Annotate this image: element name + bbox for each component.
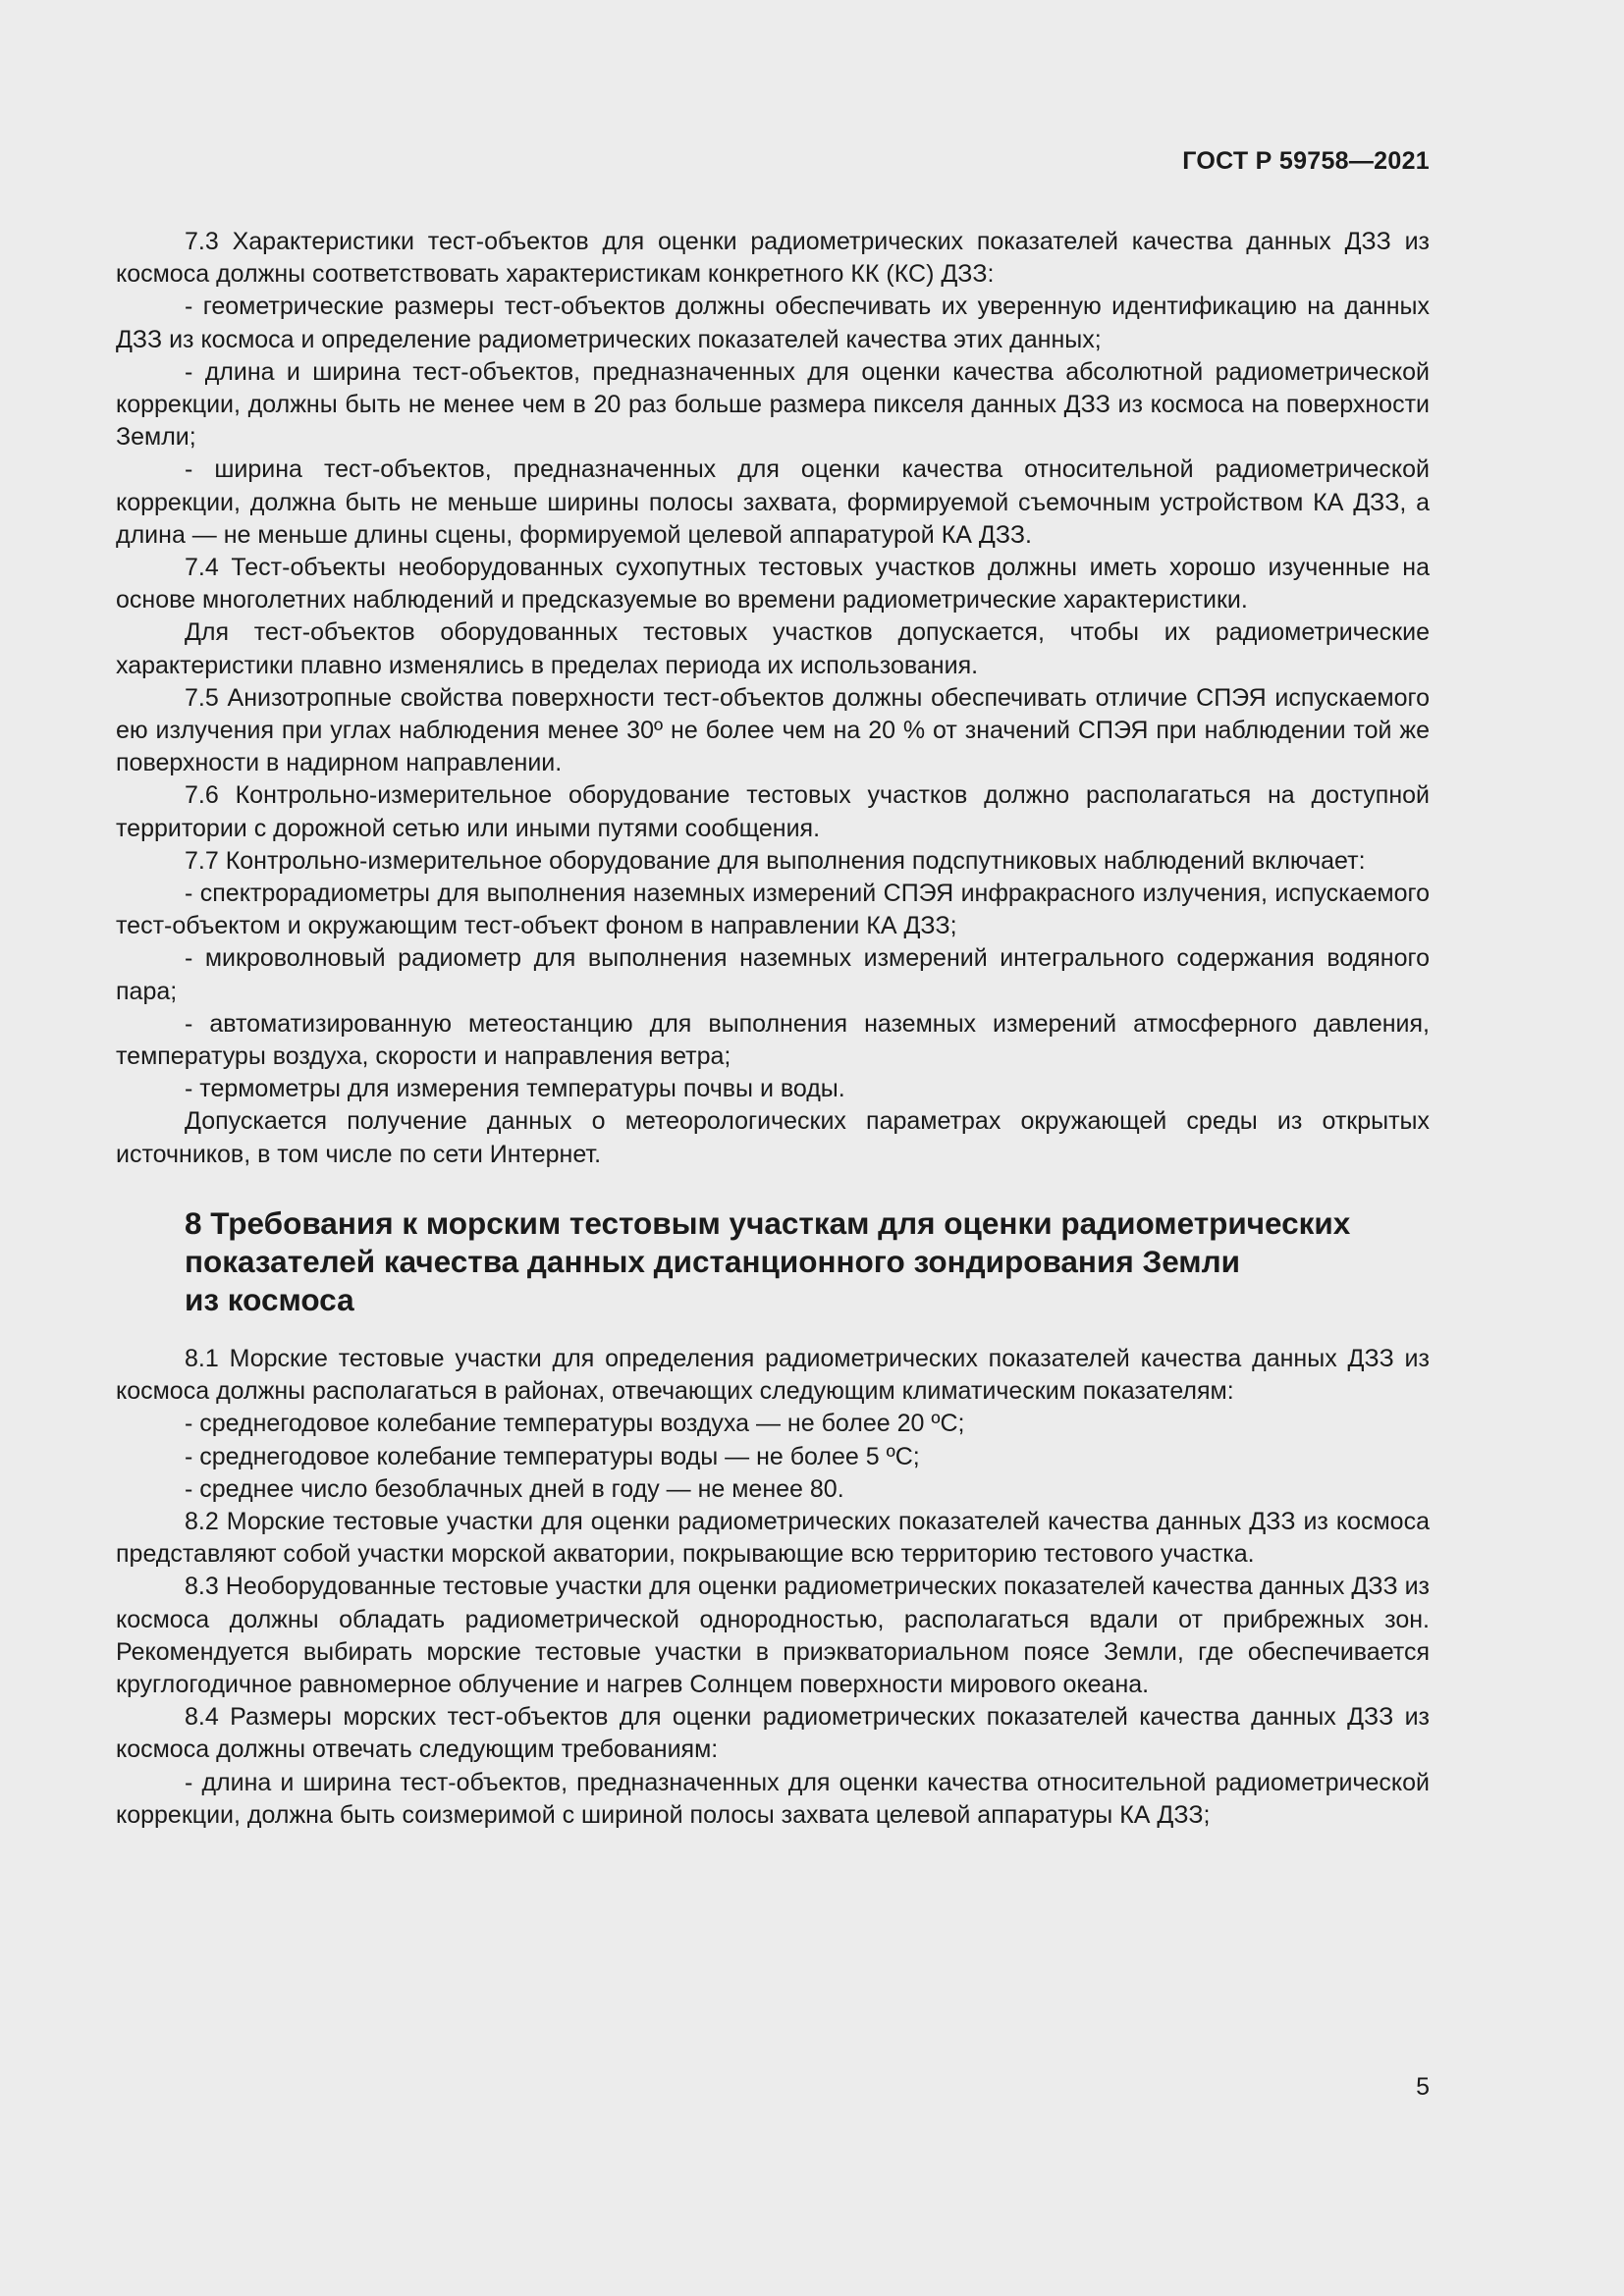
list-item-absolute-correction: - длина и ширина тест-объектов, предназначенных для оценки качества абсолютной радиометрической коррекции, должны быть не менее чем в 20 раз больше размера пикселя данных ДЗЗ из космоса на поверхности Земли; [116, 357, 1430, 452]
list-item-weather-station: - автоматизированную метеостанцию для выполнения наземных измерений атмосферного давления, температуры воздуха, скорости и направления ветра; [116, 1009, 1430, 1071]
list-item-spectroradiometers: - спектрорадиометры для выполнения наземных измерений СПЭЯ инфракрасного излучения, испускаемого тест-объектом и окружающим тест-объект фоном в направлении КА ДЗЗ; [116, 880, 1430, 940]
paragraph-7-6: 7.6 Контрольно-измерительное оборудование тестовых участков должно располагаться на доступной территории с дорожной сетью или иными путями сообщения. [116, 781, 1430, 842]
paragraph-8-2: 8.2 Морские тестовые участки для оценки радиометрических показателей качества данных ДЗЗ из космоса представляют собой участки морской акватории, покрывающие всю территорию тестового участка. [116, 1507, 1430, 1569]
spacer [116, 1319, 1430, 1343]
list-item-relative-correction: - ширина тест-объектов, предназначенных для оценки качества относительной радиометрической коррекции, должна быть не меньше ширины полосы захвата, формируемой съемочным устройством КА ДЗЗ, а длина — не меньше длины сцены, формируемой целевой аппаратурой КА ДЗЗ. [116, 455, 1430, 549]
list-item-thermometers: - термометры для измерения температуры почвы и воды. [185, 1075, 845, 1103]
document-code-header: ГОСТ Р 59758—2021 [1182, 147, 1430, 175]
paragraph-7-7: 7.7 Контрольно-измерительное оборудование для выполнения подспутниковых наблюдений включает: [185, 846, 1366, 875]
section-8-title-line-3: из космоса [185, 1281, 354, 1317]
list-item-test-object-size: - длина и ширина тест-объектов, предназначенных для оценки качества относительной радиометрической коррекции, должна быть соизмеримой с шириной полосы захвата целевой аппаратуры КА ДЗЗ; [116, 1768, 1430, 1829]
section-8-title-line-1: 8 Требования к морским тестовым участкам для оценки радиометрических [185, 1204, 1351, 1241]
page-number: 5 [1416, 2073, 1430, 2101]
list-item-geometric-sizes: - геометрические размеры тест-объектов должны обеспечивать их уверенную идентификацию на данных ДЗЗ из космоса и определение радиометрических показателей качества этих данных; [116, 293, 1430, 353]
paragraph-7-3: 7.3 Характеристики тест-объектов для оценки радиометрических показателей качества данных ДЗЗ из космоса должны соответствовать характеристикам конкретного КК (КС) ДЗЗ: [116, 228, 1430, 289]
paragraph-8-1: 8.1 Морские тестовые участки для определения радиометрических показателей качества данных ДЗЗ из космоса должны располагаться в районах, отвечающих следующим климатическим показателям: [116, 1344, 1430, 1406]
list-item-air-temperature: - среднегодовое колебание температуры воздуха — не более 20 ºС; [185, 1410, 965, 1438]
section-8-title-line-2: показателей качества данных дистанционного зондирования Земли [185, 1243, 1240, 1279]
section-8-title [116, 1204, 1430, 1319]
paragraph-open-sources: Допускается получение данных о метеорологических параметрах окружающей среды из открытых источников, в том числе по сети Интернет. [116, 1107, 1430, 1168]
list-item-cloudless-days: - среднее число безоблачных дней в году — не менее 80. [185, 1474, 844, 1503]
paragraph-8-4: 8.4 Размеры морских тест-объектов для оценки радиометрических показателей качества данных ДЗЗ из космоса должны отвечать следующим требованиям: [116, 1703, 1430, 1764]
list-item-microwave-radiometer: - микроволновый радиометр для выполнения наземных измерений интегрального содержания водяного пара; [116, 944, 1430, 1005]
paragraph-equipped-sites: Для тест-объектов оборудованных тестовых участков допускается, чтобы их радиометрические характеристики плавно изменялись в пределах периода их использования. [116, 618, 1430, 679]
paragraph-7-4: 7.4 Тест-объекты необорудованных сухопутных тестовых участков должны иметь хорошо изученные на основе многолетних наблюдений и предсказуемые во времени радиометрические характеристики. [116, 554, 1430, 614]
paragraph-8-3: 8.3 Необорудованные тестовые участки для оценки радиометрических показателей качества данных ДЗЗ из космоса должны обладать радиометрической однородностью, располагаться вдали от прибрежных зон. Рекомендуется выбирать морские тестовые участки в приэкваториальном поясе Земли, где обеспечивается круглогодичное равномерное облучение и нагрев Солнцем поверхности мирового океана. [116, 1573, 1430, 1698]
page-content [116, 226, 1430, 1832]
spacer [116, 1171, 1430, 1204]
paragraph-7-5: 7.5 Анизотропные свойства поверхности тест-объектов должны обеспечивать отличие СПЭЯ испускаемого ею излучения при углах наблюдения менее 30º не более чем на 20 % от значений СПЭЯ при наблюдении той же поверхности в надирном направлении. [116, 683, 1430, 777]
list-item-water-temperature: - среднегодовое колебание температуры воды — не более 5 ºС; [185, 1442, 920, 1470]
